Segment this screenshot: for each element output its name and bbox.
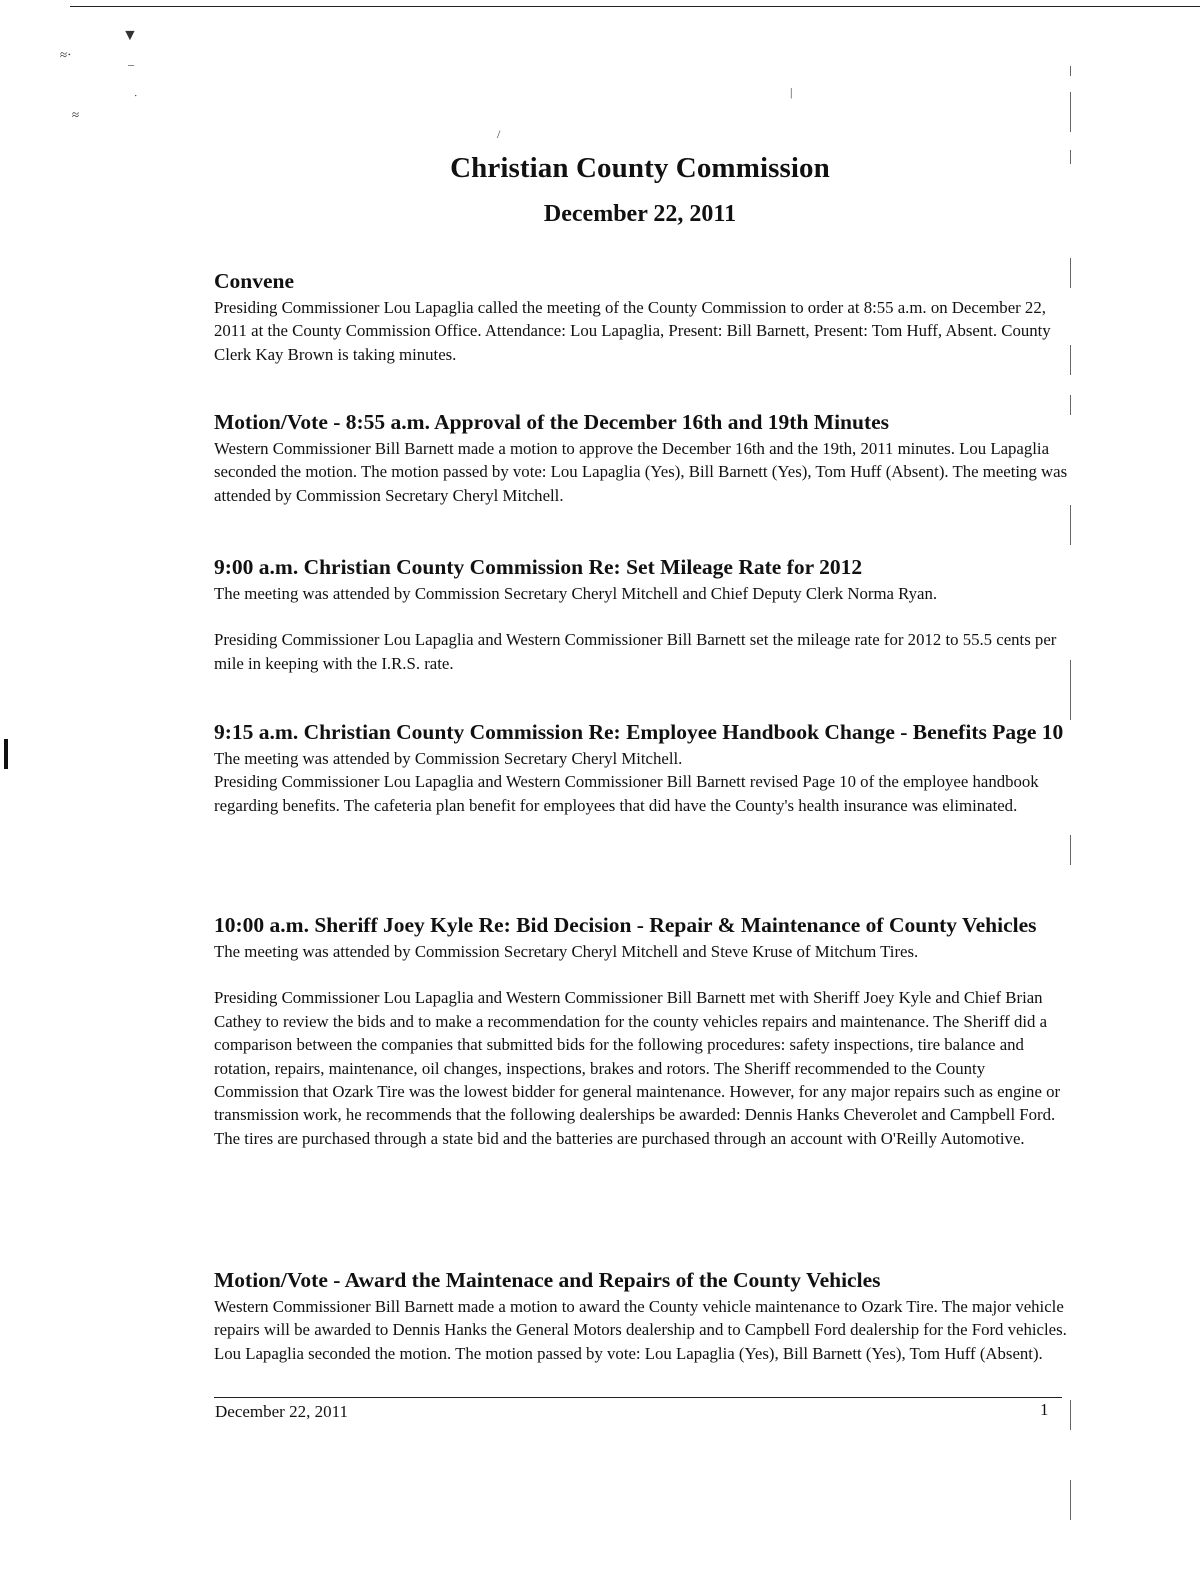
section-paragraph: Presiding Commissioner Lou Lapaglia called the meeting of the County Commission to order at 8:55 a.m. on December 22, 2011 at the County Commission Office. Attendance: Lou Lapaglia, Present: Bill Barnett, Present: Tom Huff, Absent. County Clerk Kay Brown is taking minutes.: [214, 298, 1051, 364]
scan-top-rule: [70, 6, 1200, 7]
footer-rule: [214, 1397, 1062, 1398]
section-heading: 10:00 a.m. Sheriff Joey Kyle Re: Bid Decision - Repair & Maintenance of County Vehicles: [214, 913, 1037, 937]
scan-edge-mark: [1070, 1480, 1071, 1520]
section-heading: 9:00 a.m. Christian County Commission Re: Set Mileage Rate for 2012: [214, 555, 863, 579]
scan-margin-bar: [4, 739, 8, 769]
section-motion-approval-minutes: [214, 407, 1074, 507]
scan-edge-mark: [1070, 66, 1071, 76]
section-employee-handbook: [214, 717, 1074, 817]
section-paragraph: Western Commissioner Bill Barnett made a motion to approve the December 16th and the 19th, 2011 minutes. Lou Lapaglia seconded the motion. The motion passed by vote: Lou Lapaglia (Yes), Bill Barnett (Yes), Tom Huff (Absent). The meeting was attended by Commission Secretary Cheryl Mitchell.: [214, 439, 1068, 505]
section-paragraph: Presiding Commissioner Lou Lapaglia and Western Commissioner Bill Barnett revised Page 10 of the employee handbook regarding benefits. The cafeteria plan benefit for employees that did have the County's health insurance was eliminated.: [214, 772, 1039, 815]
scan-artifact-mark: ⋅: [134, 91, 138, 102]
scan-edge-mark: [1070, 505, 1071, 545]
scan-artifact-mark: –: [128, 57, 134, 71]
scan-edge-mark: [1070, 835, 1071, 865]
footer-date: December 22, 2011: [215, 1402, 348, 1421]
document-title: Christian County Commission: [450, 152, 830, 184]
scan-artifact-mark: ≈⋅: [60, 47, 72, 62]
scan-edge-mark: [1070, 1400, 1071, 1430]
section-paragraph: The meeting was attended by Commission Secretary Cheryl Mitchell and Steve Kruse of Mitchum Tires.: [214, 942, 919, 961]
scan-artifact-mark: ≈: [72, 107, 80, 122]
section-paragraph: Presiding Commissioner Lou Lapaglia and Western Commissioner Bill Barnett met with Sheriff Joey Kyle and Chief Brian Cathey to review the bids and to make a recommendation for the county vehicles repairs and maintenance. The Sheriff did a comparison between the companies that submitted bids for the following procedures: safety inspections, tire balance and rotation, repairs, maintenance, oil changes, inspections, brakes and rotors. The Sheriff recommended to the County Commission that Ozark Tire was the lowest bidder for general maintenance. However, for any major repairs such as engine or transmission work, he recommends that the following dealerships be awarded: Dennis Hanks Cheverolet and Campbell Ford. The tires are purchased through a state bid and the batteries are purchased through an account with O'Reilly Automotive.: [214, 988, 1061, 1148]
section-heading: Motion/Vote - 8:55 a.m. Approval of the December 16th and 19th Minutes: [214, 410, 890, 434]
section-bid-decision: [214, 910, 1074, 1150]
scan-edge-mark: [1070, 92, 1071, 132]
section-mileage-rate: [214, 552, 1074, 675]
section-paragraph: Western Commissioner Bill Barnett made a motion to award the County vehicle maintenance to Ozark Tire. The major vehicle repairs will be awarded to Dennis Hanks the General Motors dealership and to Campbell Ford dealership for the Ford vehicles. Lou Lapaglia seconded the motion. The motion passed by vote: Lou Lapaglia (Yes), Bill Barnett (Yes), Tom Huff (Absent).: [214, 1297, 1067, 1363]
page-number: 1: [1040, 1400, 1049, 1419]
section-heading: Convene: [214, 269, 295, 293]
section-heading: 9:15 a.m. Christian County Commission Re: Employee Handbook Change - Benefits Page 10: [214, 720, 1064, 744]
section-paragraph: The meeting was attended by Commission Secretary Cheryl Mitchell.: [214, 749, 683, 768]
section-motion-award-maintenance: [214, 1265, 1074, 1365]
scan-artifact-mark: |: [790, 85, 793, 99]
document-date: December 22, 2011: [543, 201, 737, 227]
section-convene: [214, 266, 1074, 366]
scan-artifact-mark: /: [497, 127, 501, 141]
scan-artifact-mark: ▼: [122, 27, 138, 44]
section-heading: Motion/Vote - Award the Maintenace and Repairs of the County Vehicles: [214, 1268, 881, 1292]
section-paragraph: The meeting was attended by Commission Secretary Cheryl Mitchell and Chief Deputy Clerk Norma Ryan.: [214, 584, 938, 603]
section-paragraph: Presiding Commissioner Lou Lapaglia and Western Commissioner Bill Barnett set the mileage rate for 2012 to 55.5 cents per mile in keeping with the I.R.S. rate.: [214, 630, 1057, 673]
